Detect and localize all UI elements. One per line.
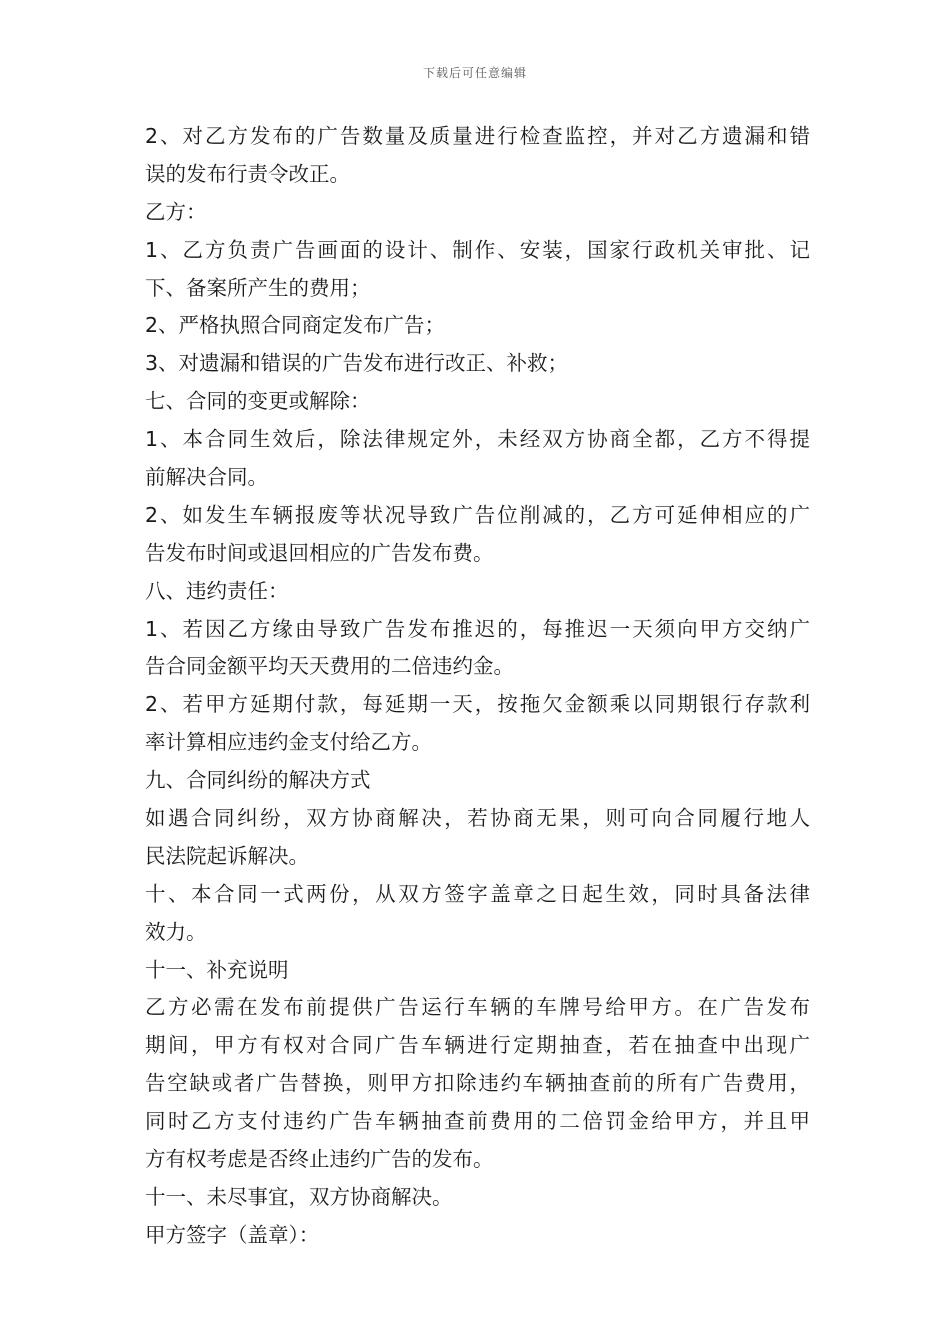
paragraph-line: 方有权考虑是否终止违约广告的发布。 xyxy=(145,1147,494,1172)
paragraph-line: 3、对遗漏和错误的广告发布进行改正、补救； xyxy=(145,351,569,376)
paragraph-line: 八、违约责任： xyxy=(145,578,289,603)
paragraph-line: 1、本合同生效后，除法律规定外，未经双方协商全都，乙方不得提 xyxy=(145,427,810,452)
paragraph-line: 七、合同的变更或解除： xyxy=(145,389,371,414)
paragraph-line: 前解决合同。 xyxy=(145,465,268,490)
paragraph-line: 告发布时间或退回相应的广告发布费。 xyxy=(145,540,494,565)
paragraph-line: 2、对乙方发布的广告数量及质量进行检查监控，并对乙方遗漏和错 xyxy=(145,124,810,148)
paragraph-line: 下、备案所产生的费用； xyxy=(145,275,371,300)
paragraph-line: 1、若因乙方缘由导致广告发布推迟的，每推迟一天须向甲方交纳广 xyxy=(145,616,810,641)
paragraph-line: 十一、补充说明 xyxy=(145,957,289,982)
paragraph-line: 如遇合同纠纷，双方协商解决，若协商无果，则可向合同履行地人 xyxy=(145,806,810,831)
page-header: 下载后可任意编辑 xyxy=(422,66,527,80)
paragraph-line: 期间，甲方有权对合同广告车辆进行定期抽查，若在抽查中出现广 xyxy=(145,1033,810,1058)
paragraph-line: 乙方： xyxy=(145,199,207,224)
document-body xyxy=(145,118,810,1255)
paragraph-line: 2、若甲方延期付款，每延期一天，按拖欠金额乘以同期银行存款利 xyxy=(145,692,810,717)
paragraph-line: 甲方签字（盖章）： xyxy=(145,1222,320,1247)
paragraph-line: 告空缺或者广告替换，则甲方扣除违约车辆抽查前的所有广告费用， xyxy=(145,1071,810,1096)
paragraph-line: 率计算相应违约金支付给乙方。 xyxy=(145,730,432,755)
paragraph-line: 效力。 xyxy=(145,919,207,944)
paragraph-line: 乙方必需在发布前提供广告运行车辆的车牌号给甲方。在广告发布 xyxy=(145,995,810,1020)
paragraph-line: 2、如发生车辆报废等状况导致广告位削减的，乙方可延伸相应的广 xyxy=(145,502,810,527)
paragraph-line: 误的发布行责令改正。 xyxy=(145,161,350,186)
paragraph-line: 告合同金额平均天天费用的二倍违约金。 xyxy=(145,654,514,679)
paragraph-line: 民法院起诉解决。 xyxy=(145,843,309,868)
paragraph-line: 十、本合同一式两份，从双方签字盖章之日起生效，同时具备法律 xyxy=(145,881,810,906)
paragraph-line: 同时乙方支付违约广告车辆抽查前费用的二倍罚金给甲方，并且甲 xyxy=(145,1109,810,1134)
paragraph-line: 十一、未尽事宜，双方协商解决。 xyxy=(145,1184,453,1209)
paragraph-line: 1、乙方负责广告画面的设计、制作、安装，国家行政机关审批、记 xyxy=(145,237,810,262)
paragraph-line: 九、合同纠纷的解决方式 xyxy=(145,768,371,793)
paragraph-line: 2、严格执照合同商定发布广告； xyxy=(145,313,446,338)
